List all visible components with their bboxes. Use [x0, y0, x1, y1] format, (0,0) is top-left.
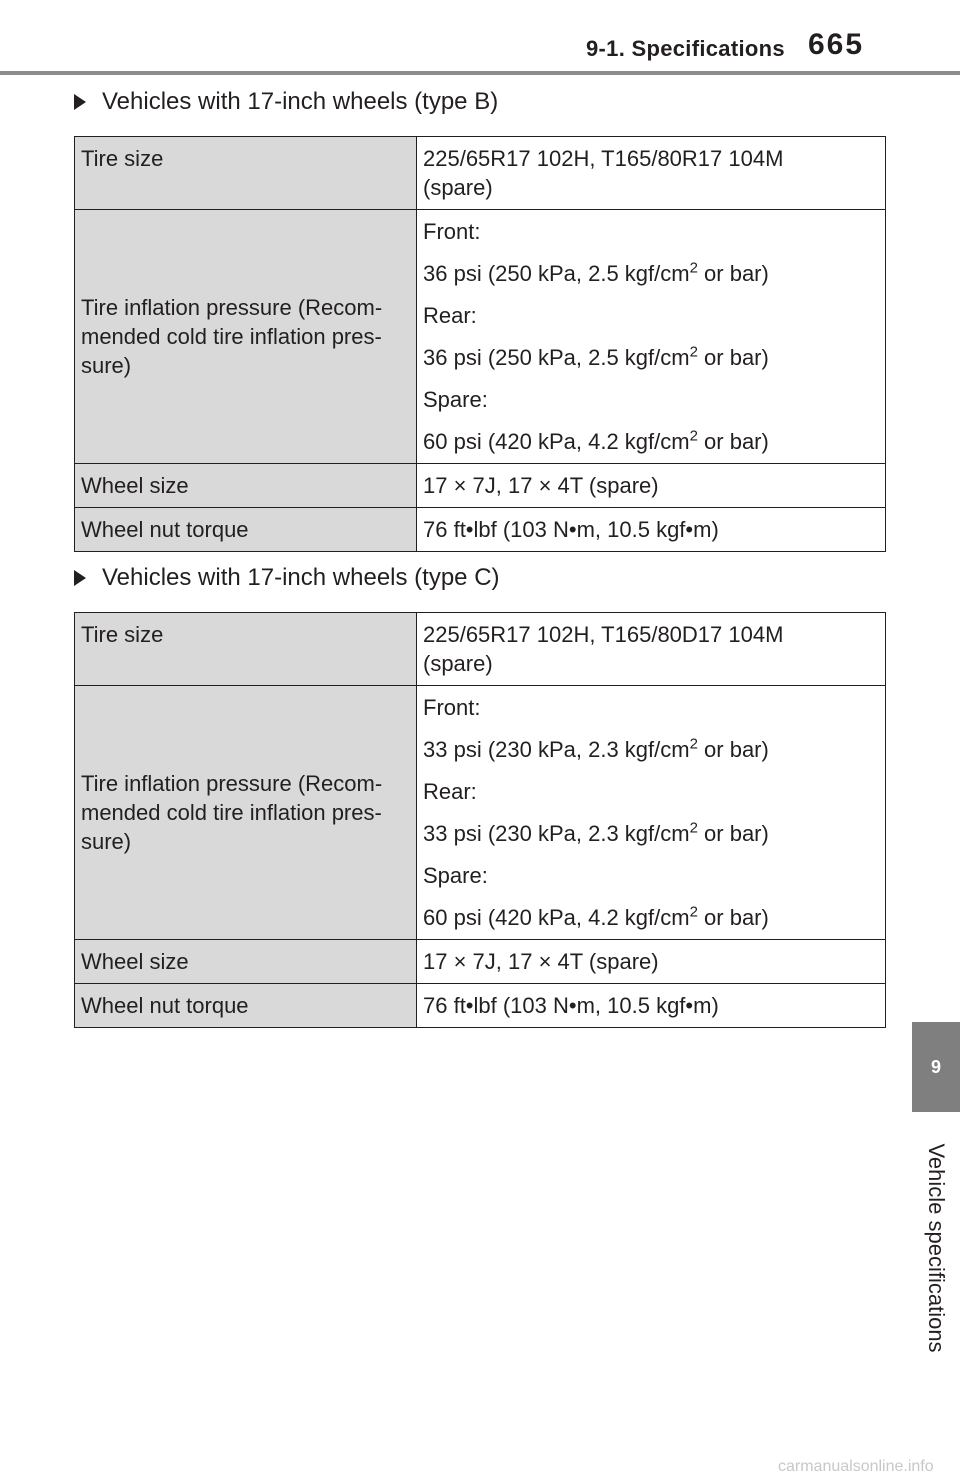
chapter-label: Vehicle specifications [924, 1143, 949, 1353]
row-value: 76 ft•lbf (103 N•m, 10.5 kgf•m) [417, 508, 886, 552]
tire-size-note: (spare) [423, 175, 493, 200]
row-label: Wheel size [75, 940, 417, 984]
spec-table-type-c [74, 612, 886, 1028]
spare-pressure: 60 psi (420 kPa, 4.2 kgf/$cm^2$ or bar) [423, 427, 769, 454]
section-heading-text: Vehicles with 17-inch wheels (type B) [102, 88, 499, 115]
table-row [75, 464, 886, 508]
row-label: Tire size [75, 613, 417, 686]
spec-table-type-b [74, 136, 886, 552]
header-divider [0, 71, 960, 75]
table-row [75, 137, 886, 210]
row-label: Wheel nut torque [75, 508, 417, 552]
section-heading-type-c [74, 564, 500, 592]
section-heading-type-b [74, 88, 498, 116]
rear-pressure: 33 psi (230 kPa, 2.3 kgf/$cm^2$ or bar) [423, 819, 769, 846]
tire-size-value: 225/65R17 102H, T165/80D17 104M [423, 622, 784, 647]
row-value [417, 613, 886, 686]
rear-label: Rear: [423, 779, 477, 804]
chapter-tab: 9 [912, 1022, 960, 1112]
row-value [417, 686, 886, 940]
row-value: 17 × 7J, 17 × 4T (spare) [417, 464, 886, 508]
rear-pressure: 36 psi (250 kPa, 2.5 kgf/$cm^2$ or bar) [423, 343, 769, 370]
table-row [75, 984, 886, 1028]
table-row [75, 686, 886, 940]
watermark: carmanualsonline.info [778, 1458, 934, 1475]
tire-size-note: (spare) [423, 651, 493, 676]
front-label: Front: [423, 695, 481, 720]
row-value [417, 137, 886, 210]
triangle-bullet-icon [74, 94, 86, 110]
front-pressure: 36 psi (250 kPa, 2.5 kgf/$cm^2$ or bar) [423, 259, 769, 286]
page-number: 665 [808, 28, 865, 61]
section-title: 9-1. Specifications [586, 36, 785, 61]
triangle-bullet-icon [74, 570, 86, 586]
row-label: Wheel nut torque [75, 984, 417, 1028]
row-value: 76 ft•lbf (103 N•m, 10.5 kgf•m) [417, 984, 886, 1028]
rear-label: Rear: [423, 303, 477, 328]
spare-pressure: 60 psi (420 kPa, 4.2 kgf/$cm^2$ or bar) [423, 903, 769, 930]
table-row [75, 613, 886, 686]
spare-label: Spare: [423, 387, 488, 412]
table-row [75, 940, 886, 984]
table-row [75, 508, 886, 552]
row-label: Tire inflation pressure (Recom-mended cold tire inflation pres-sure) [75, 210, 417, 464]
section-heading-text: Vehicles with 17-inch wheels (type C) [102, 564, 500, 591]
tire-size-value: 225/65R17 102H, T165/80R17 104M [423, 146, 784, 171]
table-row [75, 210, 886, 464]
spare-label: Spare: [423, 863, 488, 888]
front-pressure: 33 psi (230 kPa, 2.3 kgf/$cm^2$ or bar) [423, 735, 769, 762]
row-label: Tire inflation pressure (Recom-mended cold tire inflation pres-sure) [75, 686, 417, 940]
row-value [417, 210, 886, 464]
front-label: Front: [423, 219, 481, 244]
row-label: Wheel size [75, 464, 417, 508]
row-value: 17 × 7J, 17 × 4T (spare) [417, 940, 886, 984]
row-label: Tire size [75, 137, 417, 210]
